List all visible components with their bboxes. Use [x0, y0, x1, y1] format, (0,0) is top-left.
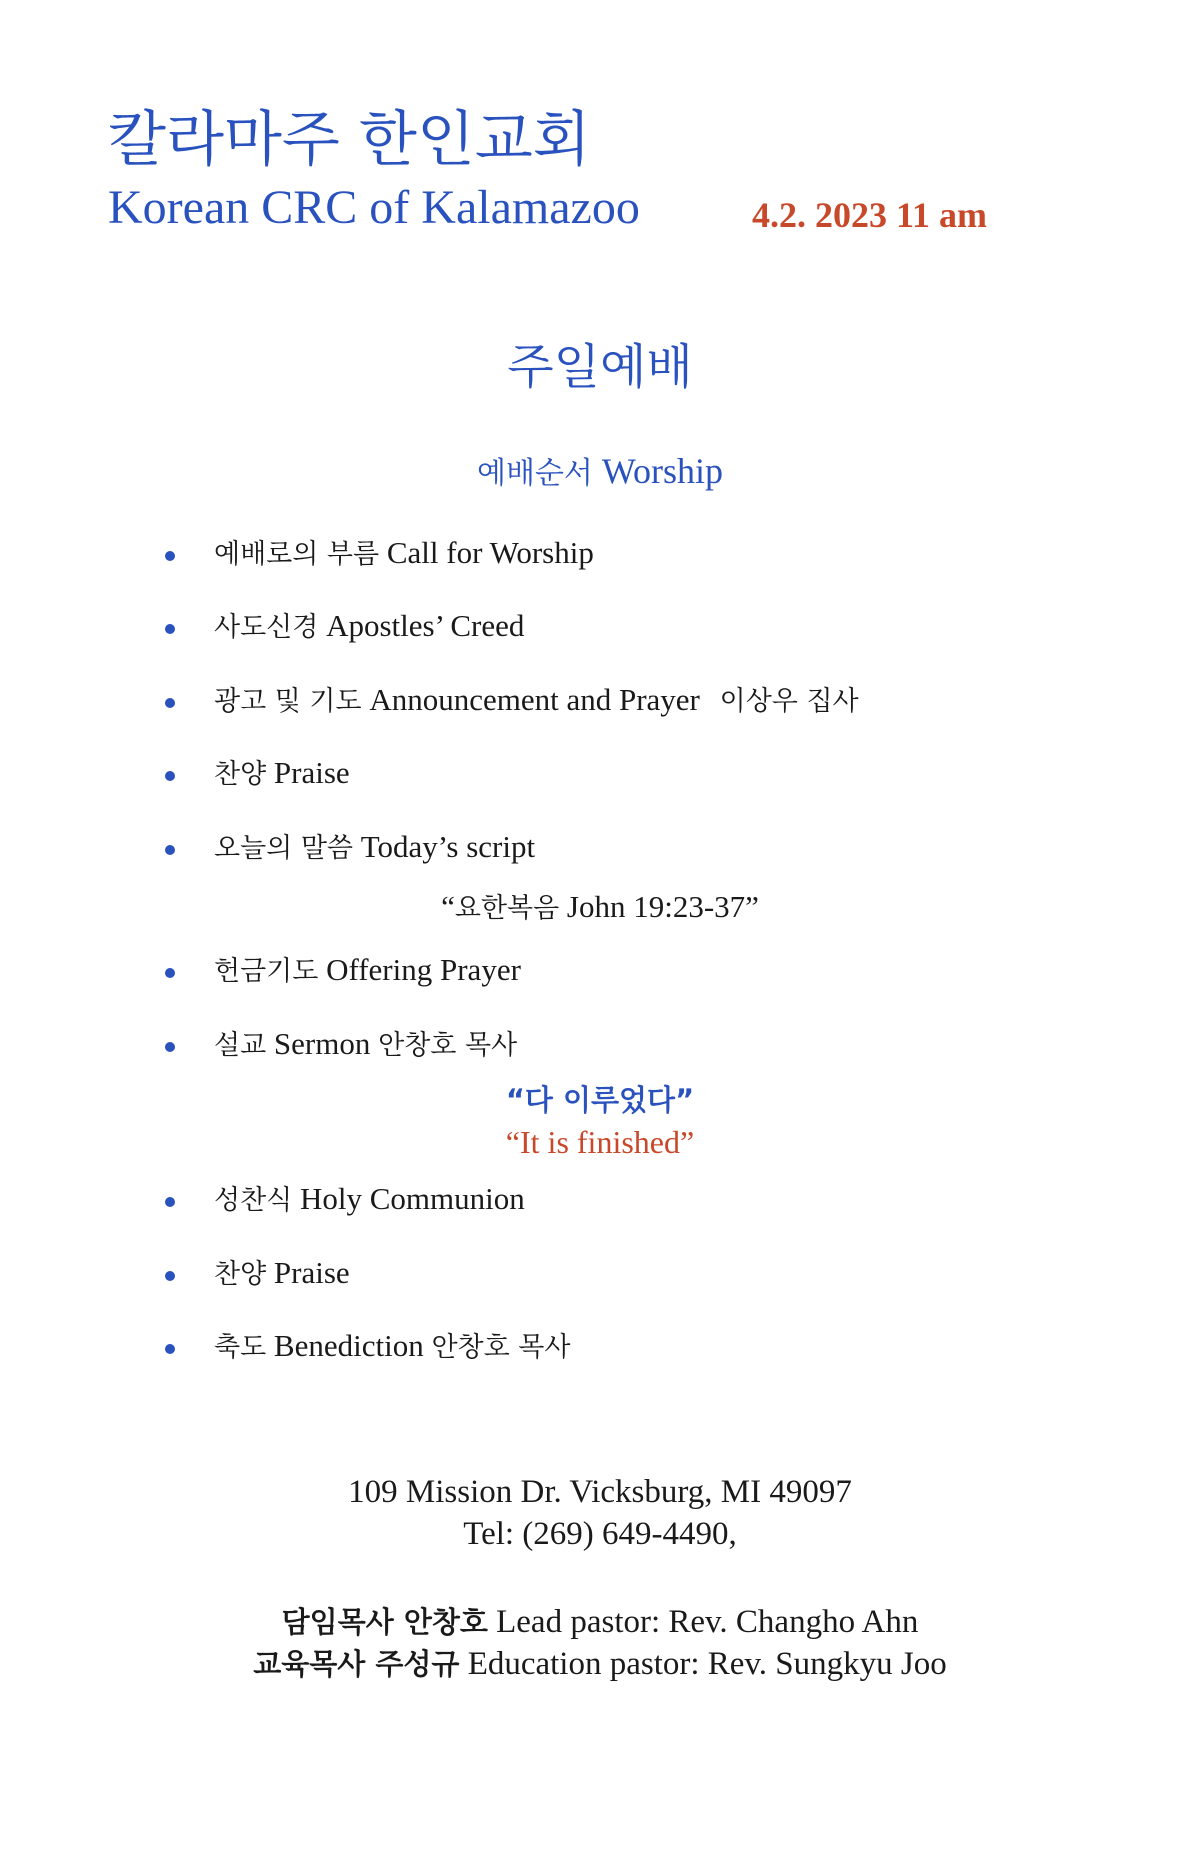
order-item — [214, 1325, 570, 1364]
order-item-english: Benediction — [273, 1328, 424, 1363]
lead-pastor-english: Lead pastor: Rev. Changho Ahn — [496, 1604, 919, 1640]
order-item-english: Praise — [273, 755, 350, 790]
church-phone: Tel: (269) 649-4490, — [463, 1516, 737, 1552]
order-item — [214, 532, 594, 571]
order-item-english: Today’s script — [360, 829, 536, 864]
scripture-close-quote: ” — [745, 889, 759, 924]
order-item-english: Sermon — [273, 1026, 371, 1061]
church-name-english: Korean CRC of Kalamazoo — [108, 181, 640, 234]
bullet-icon — [165, 1271, 175, 1281]
order-item-english: Announcement and Prayer — [369, 682, 700, 717]
bullet-icon — [165, 968, 175, 978]
order-item-leader: 안창호 목사 — [378, 1030, 518, 1061]
order-heading-english: Worship — [601, 451, 724, 491]
order-item-english: Apostles’ Creed — [326, 608, 525, 643]
bullet-icon — [165, 771, 175, 781]
order-item-english: Call for Worship — [386, 535, 594, 570]
order-item — [214, 949, 521, 988]
order-item — [214, 679, 859, 718]
bullet-icon — [165, 845, 175, 855]
order-item-korean: 예배로의 부름 — [214, 539, 380, 570]
order-item-korean: 사도신경 — [214, 612, 319, 643]
bullet-icon — [165, 1197, 175, 1207]
order-item-korean: 찬양 — [214, 759, 267, 790]
order-item-english: Offering Prayer — [326, 952, 521, 987]
order-item-korean: 광고 및 기도 — [214, 686, 362, 717]
order-item — [214, 1023, 517, 1062]
order-item — [214, 826, 535, 865]
order-item-korean: 성찬식 — [214, 1185, 293, 1216]
scripture-reference — [0, 886, 1200, 925]
scripture-ref: John 19:23-37 — [566, 889, 746, 924]
order-item-leader: 안창호 목사 — [431, 1332, 571, 1363]
bullet-icon — [165, 551, 175, 561]
sermon-title-korean: “다 이루었다” — [505, 1083, 695, 1117]
order-item-korean: 헌금기도 — [214, 956, 319, 987]
church-address: 109 Mission Dr. Vicksburg, MI 49097 — [348, 1474, 852, 1510]
order-item — [214, 1252, 350, 1291]
sermon-title-english: “It is finished” — [505, 1124, 695, 1160]
order-item — [214, 1178, 525, 1217]
order-item — [214, 752, 350, 791]
order-item-english: Praise — [273, 1255, 350, 1290]
lead-pastor-korean: 담임목사 안창호 — [281, 1605, 488, 1639]
order-item-leader: 이상우 집사 — [719, 686, 859, 717]
bullet-icon — [165, 698, 175, 708]
order-heading-korean: 예배순서 — [476, 456, 593, 491]
lead-pastor-line — [0, 1600, 1200, 1641]
education-pastor-korean: 교육목사 주성규 — [253, 1647, 460, 1681]
order-of-worship-heading — [0, 448, 1200, 492]
scripture-book-korean: 요한복음 — [454, 893, 560, 924]
church-name-korean: 칼라마주 한인교회 — [108, 105, 591, 175]
service-title: 주일예배 — [507, 339, 693, 395]
education-pastor-line — [0, 1642, 1200, 1683]
bullet-icon — [165, 1344, 175, 1354]
order-item — [214, 605, 524, 644]
scripture-open-quote: “ — [441, 889, 455, 924]
order-item-korean: 축도 — [214, 1332, 267, 1363]
education-pastor-english: Education pastor: Rev. Sungkyu Joo — [467, 1646, 947, 1682]
order-item-english: Holy Communion — [300, 1181, 525, 1216]
bullet-icon — [165, 1042, 175, 1052]
order-item-korean: 찬양 — [214, 1259, 267, 1290]
bullet-icon — [165, 624, 175, 634]
order-item-korean: 설교 — [214, 1030, 267, 1061]
service-date-time: 4.2. 2023 11 am — [752, 195, 988, 235]
order-item-korean: 오늘의 말씀 — [214, 833, 353, 864]
